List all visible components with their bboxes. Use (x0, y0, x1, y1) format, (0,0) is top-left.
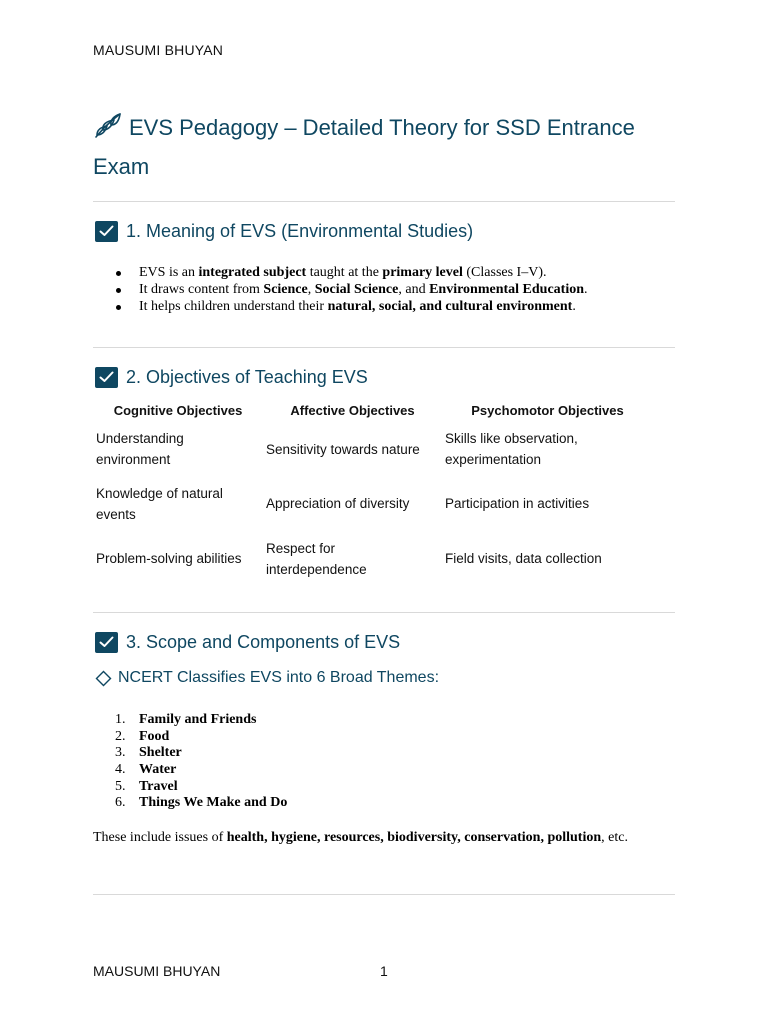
list-item: 3. Shelter (115, 745, 182, 761)
list-item (93, 298, 673, 315)
section-1-heading (95, 219, 473, 243)
table-cell: Appreciation of diversity (266, 496, 410, 511)
table-cell: Problem-solving abilities (96, 551, 242, 566)
bold-text: Environmental Education (429, 282, 585, 297)
section-1-heading-text: 1. Meaning of EVS (Environmental Studies) (126, 220, 474, 241)
theme-label: Travel (139, 778, 178, 794)
themes-list (93, 712, 673, 812)
theme-label: Shelter (139, 745, 182, 761)
leaf-icon (93, 111, 123, 149)
text-run: . (584, 282, 588, 297)
section-1-bullet-list (93, 264, 673, 315)
bullet-icon (116, 271, 121, 276)
section-3-subheading (95, 669, 439, 687)
table-cell: Sensitivity towards nature (266, 441, 420, 457)
text-run: EVS is an (139, 265, 199, 280)
theme-label: Food (139, 728, 170, 744)
section-3-heading (95, 630, 400, 654)
bullet-icon (116, 305, 121, 310)
table-cell: Respect for interdependence (266, 540, 367, 577)
table-row (93, 476, 653, 531)
themes-paragraph (93, 829, 673, 846)
column-header-cognitive: Cognitive Objectives (113, 402, 243, 418)
text-run: , and (398, 282, 430, 297)
column-header-psychomotor: Psychomotor Objectives (471, 402, 624, 418)
table-cell: Knowledge of natural events (96, 485, 223, 522)
list-item: 1. Family and Friends (115, 712, 257, 727)
list-item: 4. Water (115, 762, 177, 778)
check-box-icon (95, 221, 118, 242)
check-box-icon (95, 367, 118, 388)
page-header-author: MAUSUMI BHUYAN (93, 42, 224, 58)
page-footer-author: MAUSUMI BHUYAN (93, 963, 221, 979)
table-row (93, 531, 653, 586)
text-run: It draws content from (139, 282, 264, 297)
text-run: , etc. (601, 830, 628, 845)
section-2-heading (95, 365, 368, 389)
check-box-icon (95, 632, 118, 653)
objectives-table (93, 398, 653, 586)
text-run: taught at the (306, 265, 383, 280)
page-number: 1 (380, 963, 388, 979)
text-run: . (572, 299, 576, 314)
bold-text: natural, social, and cultural environment (327, 299, 573, 314)
theme-label: Things We Make and Do (139, 795, 288, 811)
page-title-text: EVS Pedagogy – Detailed Theory for SSD Entrance Exam (93, 115, 635, 179)
list-item: 5. Travel (115, 778, 178, 794)
theme-label: Family and Friends (139, 712, 257, 727)
section-3-heading-text: 3. Scope and Components of EVS (126, 631, 401, 652)
table-cell: Understanding environment (96, 431, 184, 467)
list-item: 6. Things We Make and Do (115, 795, 288, 811)
list-item: 2. Food (115, 728, 170, 744)
table-cell: Skills like observation, experimentation (445, 431, 578, 467)
table-cell: Participation in activities (445, 496, 590, 511)
column-header-affective: Affective Objectives (290, 402, 415, 418)
bold-text: Social Science (314, 282, 399, 297)
text-run: These include issues of (93, 830, 227, 845)
section-2-heading-text: 2. Objectives of Teaching EVS (126, 366, 368, 387)
divider (93, 612, 675, 613)
bold-text: integrated subject (198, 265, 307, 280)
text-run: , (307, 282, 315, 297)
page-title (93, 110, 693, 184)
table-row (93, 422, 653, 476)
diamond-icon (95, 670, 112, 687)
list-item (93, 264, 673, 281)
bullet-icon (116, 288, 121, 293)
divider (93, 347, 675, 348)
theme-label: Water (139, 762, 177, 778)
bold-text: primary level (382, 265, 463, 280)
text-run: It helps children understand their (139, 299, 328, 314)
table-header-row (93, 398, 653, 422)
bold-text: Science (263, 282, 308, 297)
bold-text: health, hygiene, resources, biodiversity, conservation, pollution (226, 830, 602, 845)
table-cell: Field visits, data collection (445, 551, 602, 566)
section-3-subheading-text: NCERT Classifies EVS into 6 Broad Themes: (118, 669, 440, 686)
list-item (93, 281, 673, 298)
divider (93, 894, 675, 895)
divider (93, 201, 675, 202)
text-run: (Classes I–V). (462, 265, 547, 280)
